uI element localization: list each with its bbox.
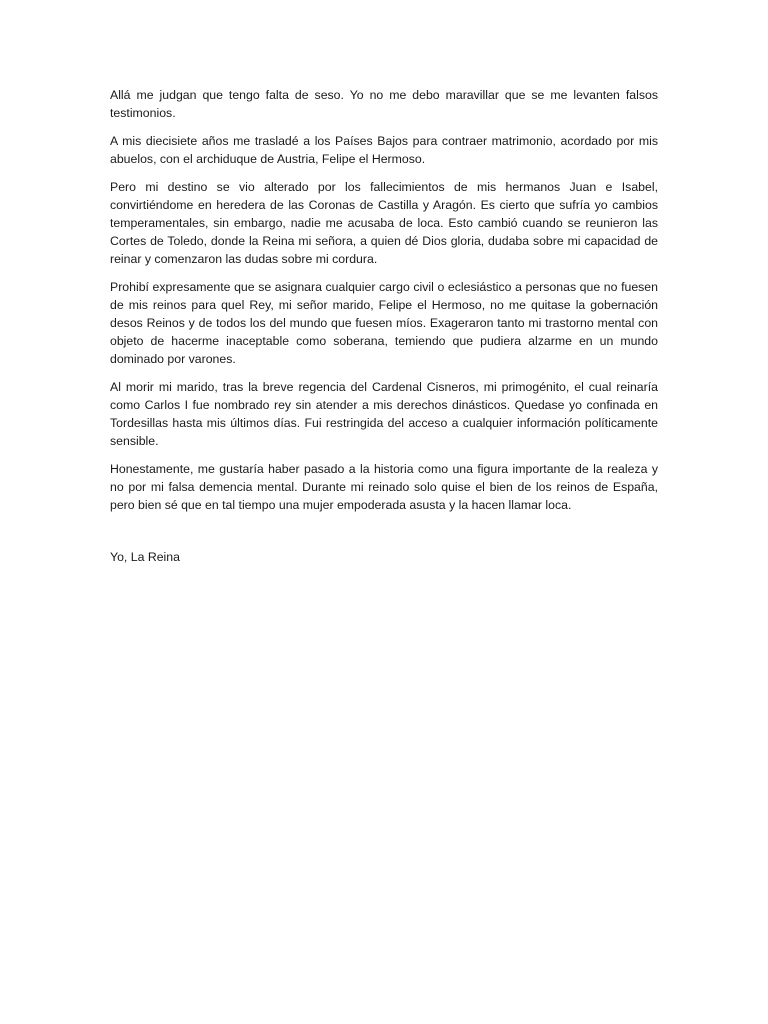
paragraph-5: Al morir mi marido, tras la breve regencia del Cardenal Cisneros, mi primogénito, el cual reinaría como Carlos I fue nombrado rey sin atender a mis derechos dinásticos. Quedase yo confinada en Tordesillas hasta mis últimos días. Fui restringida del acceso a cualquier información políticamente sensible. bbox=[110, 380, 658, 448]
paragraph-1: Allá me judgan que tengo falta de seso. Yo no me debo maravillar que se me levanten falsos testimonios. bbox=[110, 88, 658, 120]
paragraph-6: Honestamente, me gustaría haber pasado a la historia como una figura importante de la realeza y no por mi falsa demencia mental. Durante mi reinado solo quise el bien de los reinos de España, pero bien sé que en tal tiempo una mujer empoderada asusta y la hacen llamar loca. bbox=[110, 462, 658, 512]
paragraph-4: Prohibí expresamente que se asignara cualquier cargo civil o eclesiástico a personas que no fuesen de mis reinos para quel Rey, mi señor marido, Felipe el Hermoso, no me quitase la gobernación desos Reinos y de todos los del mundo que fuesen míos. Exageraron tanto mi trastorno mental con objeto de hacerme inaceptable como soberana, temiendo que pudiera alzarme en un mundo dominado por varones. bbox=[110, 280, 658, 366]
paragraph-2: A mis diecisiete años me trasladé a los Países Bajos para contraer matrimonio, acordado por mis abuelos, con el archiduque de Austria, Felipe el Hermoso. bbox=[110, 134, 658, 166]
paragraph-3: Pero mi destino se vio alterado por los fallecimientos de mis hermanos Juan e Isabel, convirtiéndome en heredera de las Coronas de Castilla y Aragón. Es cierto que sufría yo cambios temperamentales, sin embargo, nadie me acusaba de loca. Esto cambió cuando se reunieron las Cortes de Toledo, donde la Reina mi señora, a quien dé Dios gloria, dudaba sobre mi capacidad de reinar y comenzaron las dudas sobre mi cordura. bbox=[110, 180, 658, 266]
signature-line: Yo, La Reina bbox=[110, 550, 180, 564]
document-body bbox=[110, 86, 658, 566]
